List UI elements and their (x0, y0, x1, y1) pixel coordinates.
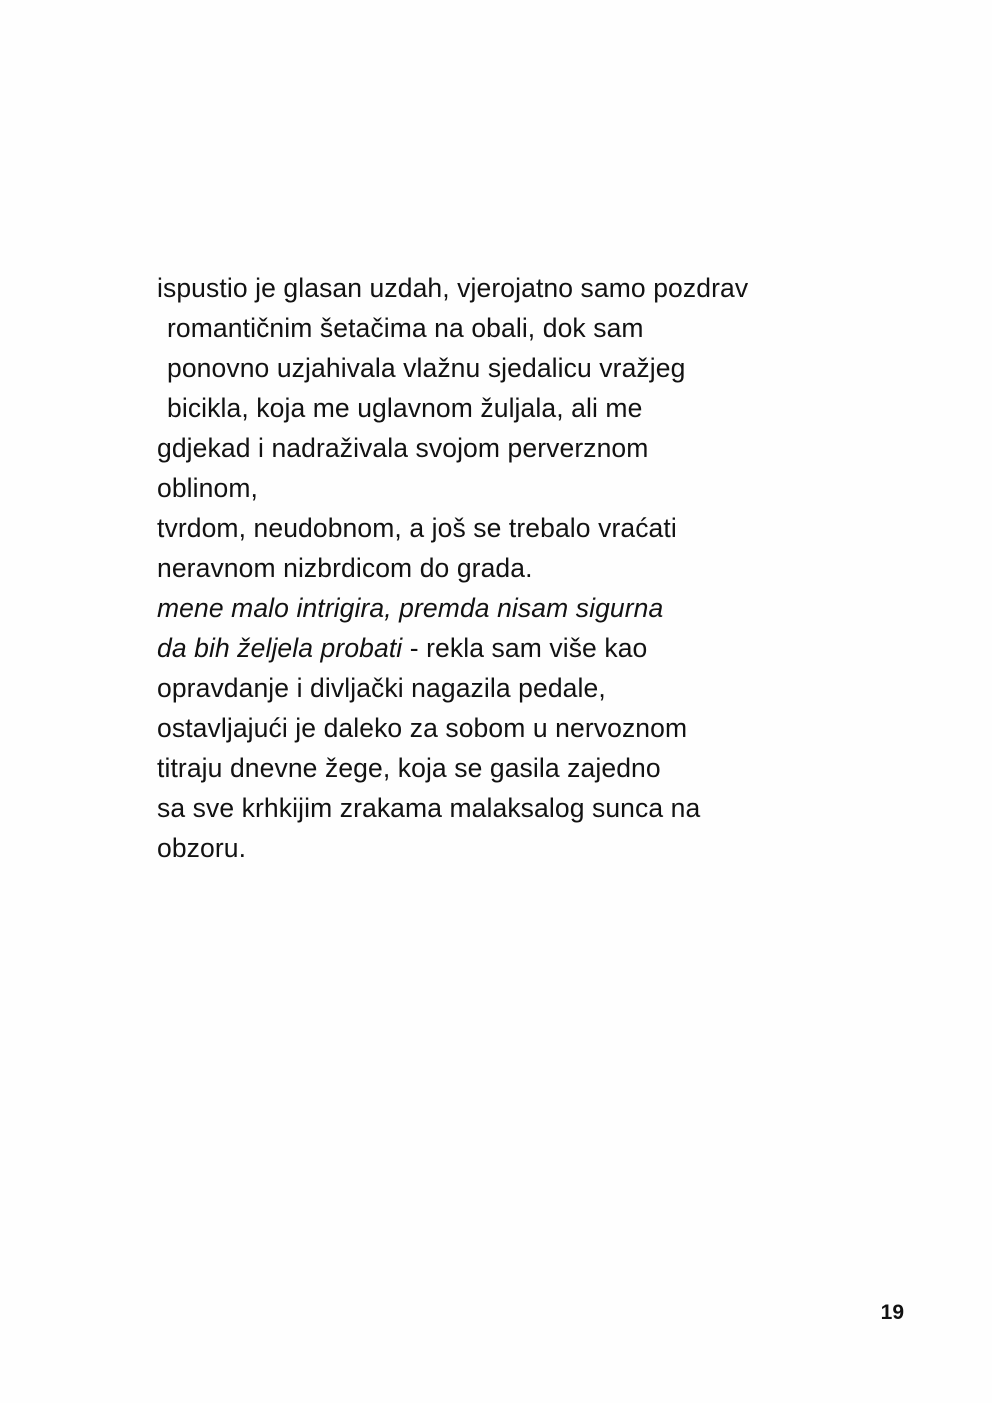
body-line: opravdanje i divljački nagazila pedale, (157, 673, 606, 703)
body-line: oblinom, (157, 473, 258, 503)
body-line: romantičnim šetačima na obali, dok sam (167, 313, 644, 343)
body-text-block (157, 268, 877, 868)
body-line: gdjekad i nadraživala svojom perverznom (157, 433, 649, 463)
roman-phrase: - rekla sam više kao (402, 633, 648, 663)
body-line: ostavljajući je daleko za sobom u nervoznom (157, 713, 688, 743)
body-line: ispustio je glasan uzdah, vjerojatno samo pozdrav (157, 273, 749, 303)
body-line-italic: mene malo intrigira, premda nisam sigurna (157, 593, 664, 623)
italic-phrase: da bih željela probati (157, 633, 403, 663)
body-line: obzoru. (157, 833, 247, 863)
page-number: 19 (880, 1301, 904, 1324)
body-line: titraju dnevne žege, koja se gasila zajedno (157, 753, 661, 783)
body-line-mixed (157, 628, 877, 668)
body-line: tvrdom, neudobnom, a još se trebalo vraćati (157, 513, 677, 543)
body-line: sa sve krhkijim zrakama malaksalog sunca na (157, 793, 701, 823)
body-line: neravnom nizbrdicom do grada. (157, 553, 533, 583)
body-line: bicikla, koja me uglavnom žuljala, ali me (167, 393, 643, 423)
body-line: ponovno uzjahivala vlažnu sjedalicu vražjeg (167, 353, 686, 383)
